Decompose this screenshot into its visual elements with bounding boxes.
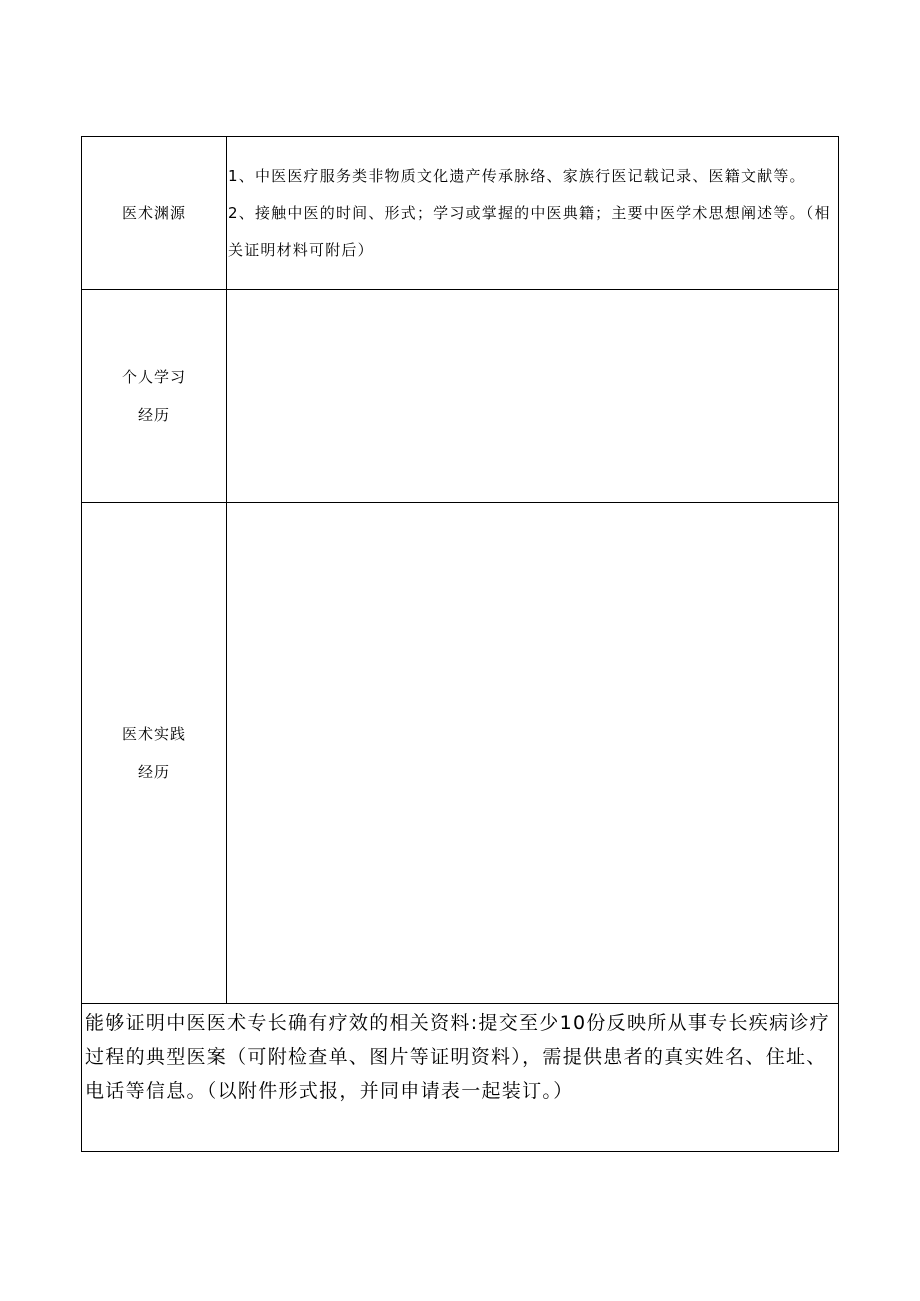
- origin-item-2: 2、接触中医的时间、形式；学习或掌握的中医典籍；主要中医学术思想阐述等。（相关证明材料可附后）: [228, 203, 831, 259]
- origin-item-1: 1、中医医疗服务类非物质文化遗产传承脉络、家族行医记载记录、医籍文献等。: [228, 166, 806, 185]
- label-medical-practice: [82, 503, 227, 1004]
- medical-practice-field[interactable]: [227, 503, 839, 1004]
- row-efficacy-evidence: [82, 1004, 839, 1152]
- row-medical-origin: [82, 137, 839, 290]
- row-personal-study: [82, 290, 839, 503]
- label-line-1: 医术实践: [121, 725, 186, 743]
- label-personal-study: [82, 290, 227, 503]
- personal-study-field[interactable]: [227, 290, 839, 503]
- efficacy-evidence-text: 能够证明中医医术专长确有疗效的相关资料:提交至少10份反映所从事专长疾病诊疗过程的典型医案（可附检查单、图片等证明资料），需提供患者的真实姓名、住址、电话等信息。（以附件形式报，并同申请表一起装订。）: [85, 1012, 830, 1102]
- medical-origin-content[interactable]: [227, 137, 839, 290]
- label-medical-origin: [82, 137, 227, 290]
- application-form-table: [81, 136, 839, 1152]
- label-text: 医术渊源: [121, 204, 186, 222]
- efficacy-evidence-cell[interactable]: [82, 1004, 839, 1152]
- label-line-2: 经历: [137, 763, 170, 781]
- label-line-1: 个人学习: [121, 368, 186, 386]
- label-line-2: 经历: [137, 406, 170, 424]
- row-medical-practice: [82, 503, 839, 1004]
